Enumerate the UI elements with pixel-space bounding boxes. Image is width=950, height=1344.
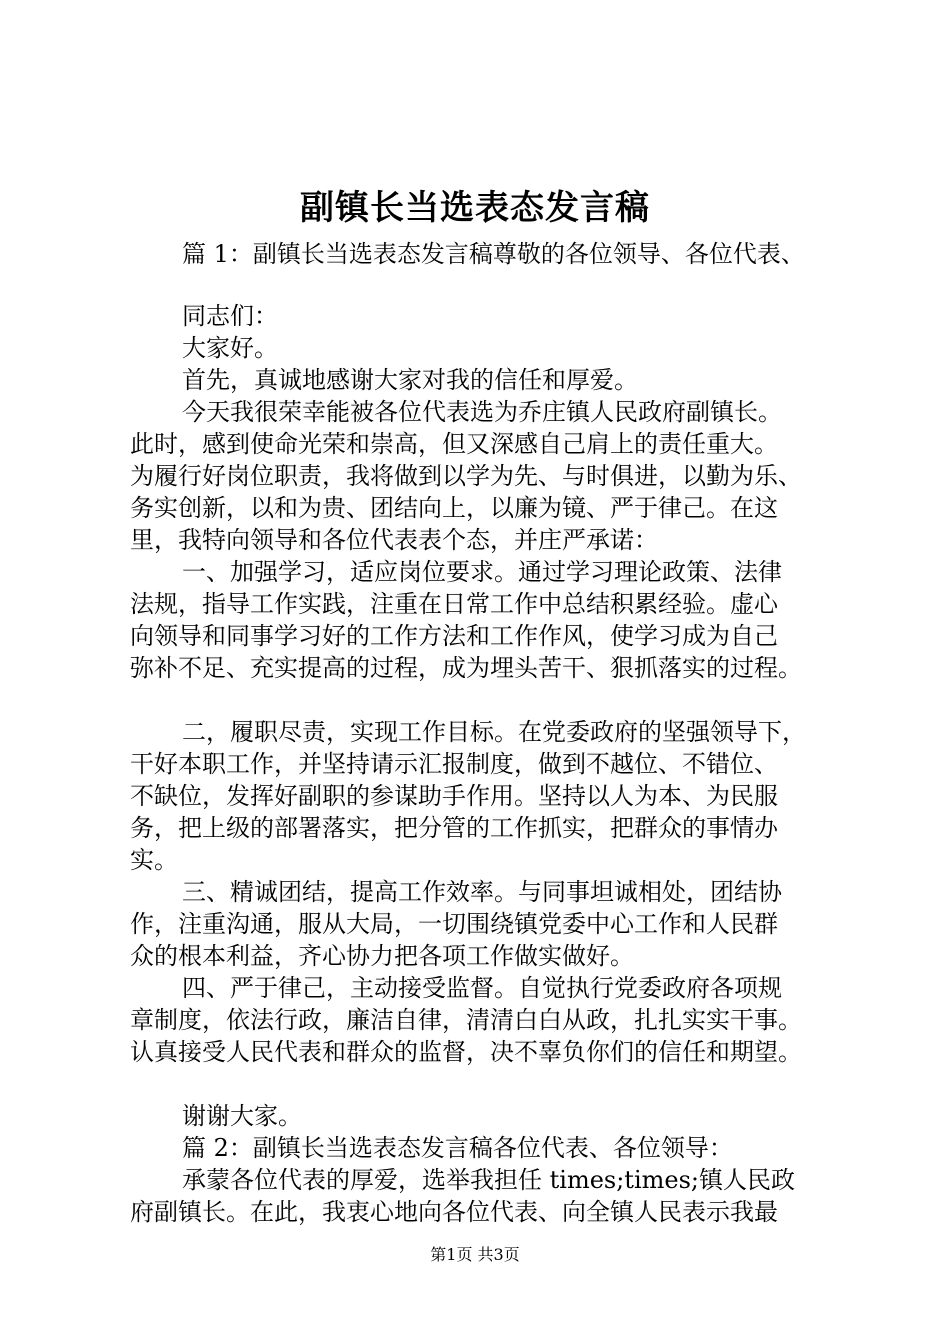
paragraph-line: 作，注重沟通，服从大局，一切围绕镇党委中心工作和人民群	[130, 910, 778, 938]
paragraph-line: 众的根本利益，齐心协力把各项工作做实做好。	[130, 942, 634, 970]
document-title: 副镇长当选表态发言稿	[300, 188, 650, 228]
paragraph-line: 谢谢大家。	[182, 1102, 302, 1130]
paragraph-line: 不缺位，发挥好副职的参谋助手作用。坚持以人为本、为民服	[130, 782, 778, 810]
paragraph-line: 府副镇长。在此，我衷心地向各位代表、向全镇人民表示我最	[130, 1198, 778, 1226]
paragraph-line: 弥补不足、充实提高的过程，成为埋头苦干、狠抓落实的过程。	[130, 654, 802, 682]
paragraph-line: 承蒙各位代表的厚爱，选举我担任 times;times;镇人民政	[182, 1166, 795, 1194]
paragraph-line: 一、加强学习，适应岗位要求。通过学习理论政策、法律	[182, 558, 782, 586]
paragraph-line: 首先，真诚地感谢大家对我的信任和厚爱。	[182, 366, 638, 394]
paragraph-line: 务实创新，以和为贵、团结向上，以廉为镜、严于律己。在这	[130, 494, 778, 522]
paragraph-line: 向领导和同事学习好的工作方法和工作作风，使学习成为自己	[130, 622, 778, 650]
paragraph-line: 章制度，依法行政，廉洁自律，清清白白从政，扎扎实实干事。	[130, 1006, 802, 1034]
paragraph-line: 篇 2：副镇长当选表态发言稿各位代表、各位领导：	[182, 1134, 733, 1162]
paragraph-line: 干好本职工作，并坚持请示汇报制度，做到不越位、不错位、	[130, 750, 778, 778]
paragraph-line: 实。	[130, 846, 178, 874]
paragraph-line: 为履行好岗位职责，我将做到以学为先、与时俱进，以勤为乐、	[130, 462, 802, 490]
paragraph-line: 今天我很荣幸能被各位代表选为乔庄镇人民政府副镇长。	[182, 398, 782, 426]
paragraph-line: 三、精诚团结，提高工作效率。与同事坦诚相处，团结协	[182, 878, 782, 906]
paragraph-line: 同志们：	[182, 302, 278, 330]
paragraph-line: 二，履职尽责，实现工作目标。在党委政府的坚强领导下，	[182, 718, 806, 746]
paragraph-line: 认真接受人民代表和群众的监督，决不辜负你们的信任和期望。	[130, 1038, 802, 1066]
paragraph-line: 大家好。	[182, 334, 278, 362]
paragraph-line: 务，把上级的部署落实，把分管的工作抓实，把群众的事情办	[130, 814, 778, 842]
paragraph-line: 四、严于律己，主动接受监督。自觉执行党委政府各项规	[182, 974, 782, 1002]
page-number-footer: 第1页 共3页	[430, 1245, 520, 1264]
paragraph-line: 里，我特向领导和各位代表表个态，并庄严承诺：	[130, 526, 658, 554]
paragraph-line: 法规，指导工作实践，注重在日常工作中总结积累经验。虚心	[130, 590, 778, 618]
paragraph-line: 篇 1：副镇长当选表态发言稿尊敬的各位领导、各位代表、	[182, 240, 805, 268]
paragraph-line: 此时，感到使命光荣和崇高，但又深感自己肩上的责任重大。	[130, 430, 778, 458]
